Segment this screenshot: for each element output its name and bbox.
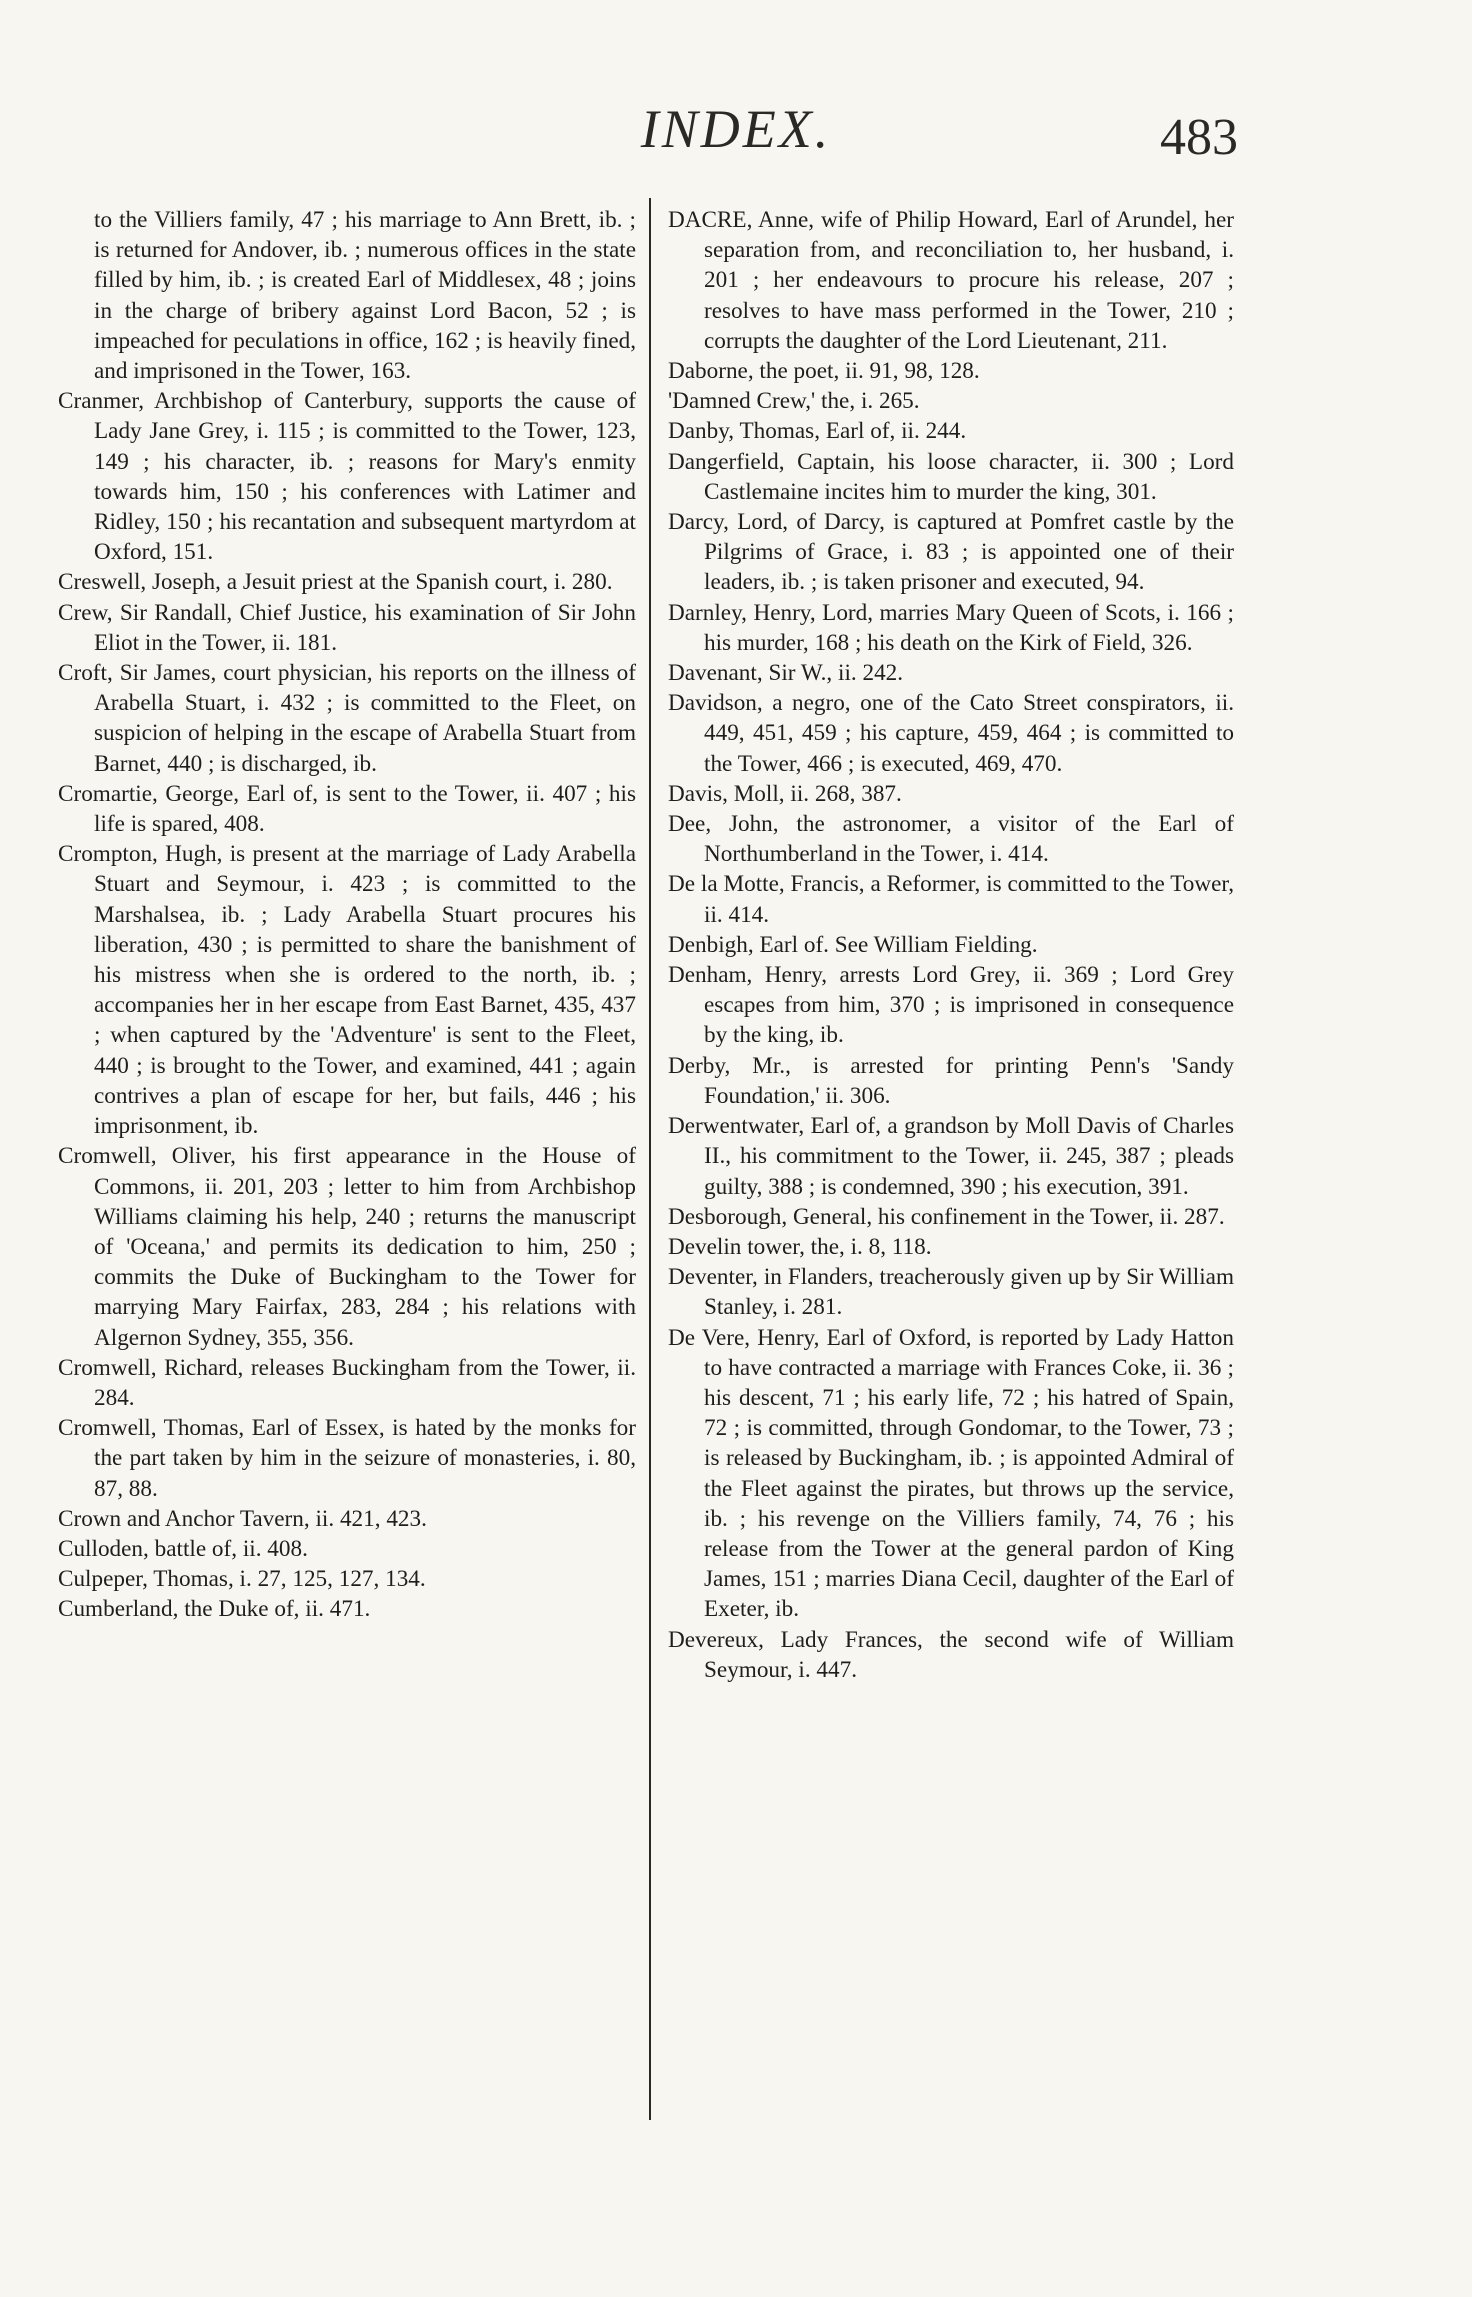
column-divider [649, 198, 651, 2120]
index-entry: Crew, Sir Randall, Chief Justice, his examination of Sir John Eliot in the Tower, ii. 181. [58, 599, 636, 656]
index-entry: Cromwell, Oliver, his first appearance in the House of Commons, ii. 201, 203 ; letter to him from Archbishop Williams claiming his help, 240 ; returns the manuscript of 'Oceana,' and permits its dedication to him, 250 ; commits the Duke of Buckingham to the Tower for marrying Mary Fairfax, 283, 284 ; his relations with Algernon Sydney, 355, 356. [58, 1143, 636, 1351]
page-number: 483 [1160, 109, 1238, 166]
index-entry: Dangerfield, Captain, his loose character, ii. 300 ; Lord Castlemaine incites him to murder the king, 301. [668, 448, 1234, 505]
index-entry: Danby, Thomas, Earl of, ii. 244. [668, 418, 967, 445]
index-entry: Cumberland, the Duke of, ii. 471. [58, 1596, 371, 1623]
index-entry: Croft, Sir James, court physician, his reports on the illness of Arabella Stuart, i. 432 ; is committed to the Fleet, on suspicion of helping in the escape of Arabella Stuart from Barnet, 440 ; is discharged, ib. [58, 660, 636, 777]
index-entry: Cromwell, Thomas, Earl of Essex, is hated by the monks for the part taken by him in the seizure of monasteries, i. 80, 87, 88. [58, 1415, 636, 1502]
index-entry: Crown and Anchor Tavern, ii. 421, 423. [58, 1505, 427, 1532]
index-entry: Deventer, in Flanders, treacherously given up by Sir William Stanley, i. 281. [668, 1264, 1234, 1321]
index-entry: Derby, Mr., is arrested for printing Penn's 'Sandy Foundation,' ii. 306. [668, 1052, 1234, 1109]
index-entry: Culloden, battle of, ii. 408. [58, 1535, 308, 1562]
index-entry: Darcy, Lord, of Darcy, is captured at Pomfret castle by the Pilgrims of Grace, i. 83 ; is appointed one of their leaders, ib. ; is taken prisoner and executed, 94. [668, 509, 1234, 596]
index-entry: De Vere, Henry, Earl of Oxford, is reported by Lady Hatton to have contracted a marriage with Frances Coke, ii. 36 ; his descent, 71 ; his early life, 72 ; his hatred of Spain, 72 ; is committed, through Gondomar, to the Tower, 73 ; is released by Buckingham, ib. ; is appointed Admiral of the Fleet against the pirates, but throws up the service, ib. ; his revenge on the Villiers family, 74, 76 ; his release from the Tower at the general pardon of King James, 151 ; marries Diana Cecil, daughter of the Earl of Exeter, ib. [668, 1324, 1234, 1623]
index-entry: Culpeper, Thomas, i. 27, 125, 127, 134. [58, 1566, 426, 1593]
index-column-left [58, 205, 636, 1625]
index-entry: to the Villiers family, 47 ; his marriage to Ann Brett, ib. ; is returned for Andover, ib. ; numerous offices in the state filled by him, ib. ; is created Earl of Middlesex, 48 ; joins in the charge of bribery against Lord Bacon, 52 ; is impeached for peculations in office, 162 ; is heavily fined, and imprisoned in the Tower, 163. [94, 207, 636, 385]
index-entry: DACRE, Anne, wife of Philip Howard, Earl of Arundel, her separation from, and reconciliation to, her husband, i. 201 ; her endeavours to procure his release, 207 ; resolves to have mass performed in the Tower, 210 ; corrupts the daughter of the Lord Lieutenant, 211. [668, 207, 1234, 354]
index-entry: De la Motte, Francis, a Reformer, is committed to the Tower, ii. 414. [668, 871, 1234, 928]
index-entry: Develin tower, the, i. 8, 118. [668, 1233, 932, 1260]
index-entry: Cromwell, Richard, releases Buckingham from the Tower, ii. 284. [58, 1354, 636, 1411]
index-entry: Davis, Moll, ii. 268, 387. [668, 780, 902, 807]
index-entry: Creswell, Joseph, a Jesuit priest at the Spanish court, i. 280. [58, 569, 613, 596]
page-title: INDEX. [640, 99, 832, 159]
index-entry: Devereux, Lady Frances, the second wife of William Seymour, i. 447. [668, 1626, 1234, 1683]
index-entry: Dee, John, the astronomer, a visitor of the Earl of Northumberland in the Tower, i. 414. [668, 811, 1234, 868]
index-entry: Darnley, Henry, Lord, marries Mary Queen of Scots, i. 166 ; his murder, 168 ; his death on the Kirk of Field, 326. [668, 599, 1234, 656]
index-entry: Cranmer, Archbishop of Canterbury, supports the cause of Lady Jane Grey, i. 115 ; is committed to the Tower, 123, 149 ; his character, ib. ; reasons for Mary's enmity towards him, 150 ; his conferences with Latimer and Ridley, 150 ; his recantation and subsequent martyrdom at Oxford, 151. [58, 388, 636, 566]
index-entry: Denbigh, Earl of. See William Fielding. [668, 931, 1038, 958]
index-entry: Davidson, a negro, one of the Cato Street conspirators, ii. 449, 451, 459 ; his capture, 459, 464 ; is committed to the Tower, 466 ; is executed, 469, 470. [668, 690, 1234, 777]
index-entry: Davenant, Sir W., ii. 242. [668, 660, 904, 687]
index-entry: Desborough, General, his confinement in the Tower, ii. 287. [668, 1203, 1225, 1230]
index-entry: Crompton, Hugh, is present at the marriage of Lady Arabella Stuart and Seymour, i. 423 ; is committed to the Marshalsea, ib. ; Lady Arabella Stuart procures his liberation, 430 ; is permitted to share the banishment of his mistress when she is ordered to the north, ib. ; accompanies her in her escape from East Barnet, 435, 437 ; when captured by the 'Adventure' is sent to the Fleet, 440 ; is brought to the Tower, and examined, 441 ; again contrives a plan of escape for her, but fails, 446 ; his imprisonment, ib. [58, 841, 636, 1140]
index-column-right [668, 205, 1234, 1685]
index-entry: Daborne, the poet, ii. 91, 98, 128. [668, 358, 980, 385]
index-entry: 'Damned Crew,' the, i. 265. [668, 388, 920, 415]
index-entry: Cromartie, George, Earl of, is sent to the Tower, ii. 407 ; his life is spared, 408. [58, 780, 636, 838]
index-entry: Derwentwater, Earl of, a grandson by Moll Davis of Charles II., his commitment to the Tower, ii. 245, 387 ; pleads guilty, 388 ; is condemned, 390 ; his execution, 391. [668, 1113, 1234, 1200]
index-entry: Denham, Henry, arrests Lord Grey, ii. 369 ; Lord Grey escapes from him, 370 ; is imprisoned in consequence by the king, ib. [668, 962, 1234, 1049]
